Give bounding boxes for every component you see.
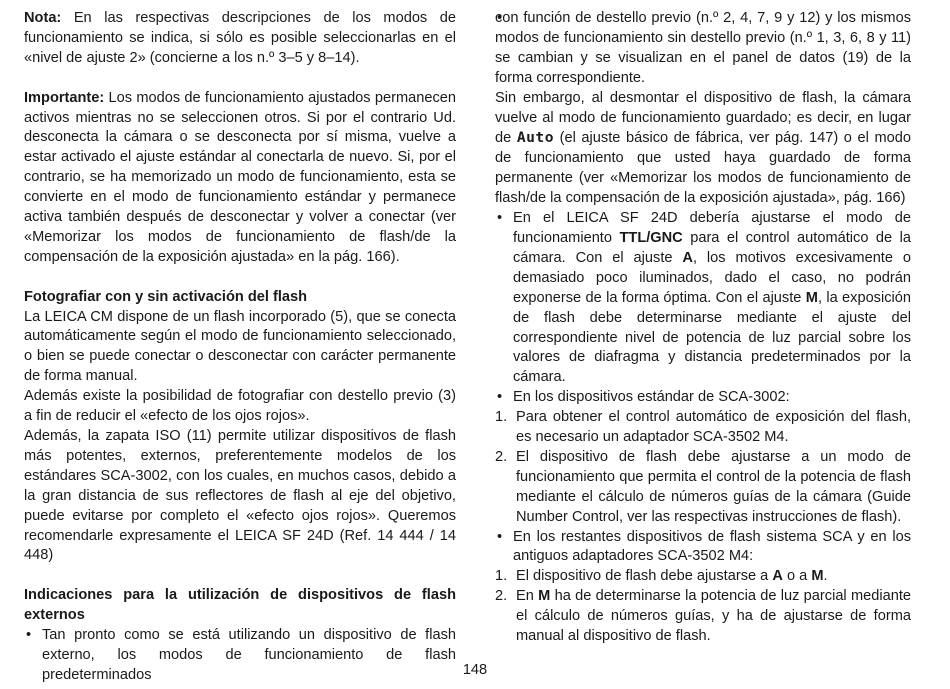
removal-text-a: Sin embargo, al desmontar el dispositivo de flash, la cámara vuelve al modo de funcionamiento guardado; es decir, en lugar de [495,89,911,147]
bullet-other-sca: • En los restantes dispositivos de flash sistema SCA y en los antiguos adaptadores SCA-3502 M4: [495,528,911,568]
bullet-continuation [495,9,911,89]
list-item-other-1: 1. El dispositivo de flash debe ajustarse a A o a M. [495,568,828,585]
nota-label: Nota: [24,10,62,26]
paragraph-removal [495,89,911,209]
nota-paragraph [24,9,456,69]
left-column [24,9,456,686]
auto-mode-icon: Auto [516,129,554,147]
ttl-gnc-label: TTL/GNC [619,229,683,246]
paragraph-iso-shoe: Además, la zapata ISO (11) permite utilizar dispositivos de flash más potentes, externos, preferentemente modelos de los estándares SCA-3002, con los cuales, en muchos casos, debido a la gran distancia de sus reflectores de flash al eje del objetivo, puede evitarse por completo el «efecto ojos rojos». Queremos recomendarle expresamente el LEICA SF 24D (Ref. 14 444 / 14 448) [24,428,456,564]
paragraph-preflash: Además existe la posibilidad de fotografiar con destello previo (3) a fin de reducir el «efecto de los ojos rojos». [24,388,456,425]
page-number: 148 [462,662,488,678]
mode-a-label: A [682,249,693,266]
continuation-text: con función de destello previo (n.º 2, 4, 7, 9 y 12) y los mismos modos de funcionamiento sin destello previo (n.º 1, 3, 6, 8 y 11) se cambian y se visualizan en el panel de datos (19) de la forma correspondiente. [495,10,911,86]
section-heading-external-flash: Indicaciones para la utilización de dispositivos de flash externos [24,587,456,624]
importante-paragraph [24,89,456,268]
importante-label: Importante: [24,89,105,106]
importante-text: Los modos de funcionamiento ajustados permanecen activos mientras no se seleccionen otros. Si por el contrario Ud. desconecta la cámara o se desconecta por sí misma, vuelve a estar activado el ajuste estándar al conectarla de nuevo. Si, por el contrario, se ha memorizado un modo de funcionamiento, esta se convierte en el modo de funcionamiento estándar y permanece activa también después de desconectar y volver a conectar (ver «Memorizar los modos de funcionamiento de flash/de la compensación de la exposición ajustada» en la pág. 166). [24,89,456,265]
bullet-external-flash: • Tan pronto como se está utilizando un dispositivo de flash externo, los modos de funcionamiento de flash predeterminados [24,626,456,686]
list-item-other-2: 2. En M ha de determinarse la potencia de luz parcial mediante el cálculo de números guías, y ha de ajustarse de forma manual al dispositivo de flash. [495,588,911,645]
right-column [495,9,911,647]
mode-m-label: M [805,289,818,306]
bullet-sca3002: • En los dispositivos estándar de SCA-3002: [495,388,911,408]
section-heading-flash: Fotografiar con y sin activación del flash [24,288,308,305]
bullet-sf24d: • En el LEICA SF 24D debería ajustarse el modo de funcionamiento TTL/GNC para el control automático de la cámara. Con el ajuste A, los motivos excesivamente o demasiado poco iluminados, dado el caso, no podrán exponerse de la forma óptima. Con el ajuste M, la exposición de flash debe determinarse mediante el ajuste del correspondiente nivel de potencia de luz parcial sobre los valores de diafragma y distancia predeterminados por la cámara. [495,209,911,388]
list-item-sca3002-2: 2. El dispositivo de flash debe ajustarse a un modo de funcionamiento que permita el control de la potencia de flash mediante el cálculo de números guías de la cámara (Guide Number Control, ver las respectivas instrucciones de flash). [495,448,911,525]
paragraph-flash-builtin: La LEICA CM dispone de un flash incorporado (5), que se conecta automáticamente según el modo de funcionamiento seleccionado, o bien se puede conectar o desconectar con carácter permanente de forma manual. [24,308,456,385]
removal-text-b: (el ajuste básico de fábrica, ver pág. 147) o el modo de funcionamiento que usted haya guardado de forma permanente (ver «Memorizar los modos de funcionamiento de flash/de la compensación de la exposición ajustada», pág. 166) [495,130,911,207]
list-item-sca3002-1: 1. Para obtener el control automático de exposición del flash, es necesario un adaptador SCA-3502 M4. [495,409,911,446]
nota-text: En las respectivas descripciones de los modos de funcionamiento se indica, si sólo es posible seleccionarlas en el «nivel de ajuste 2» (concierne a los n.º 3–5 y 8–14). [24,10,456,66]
